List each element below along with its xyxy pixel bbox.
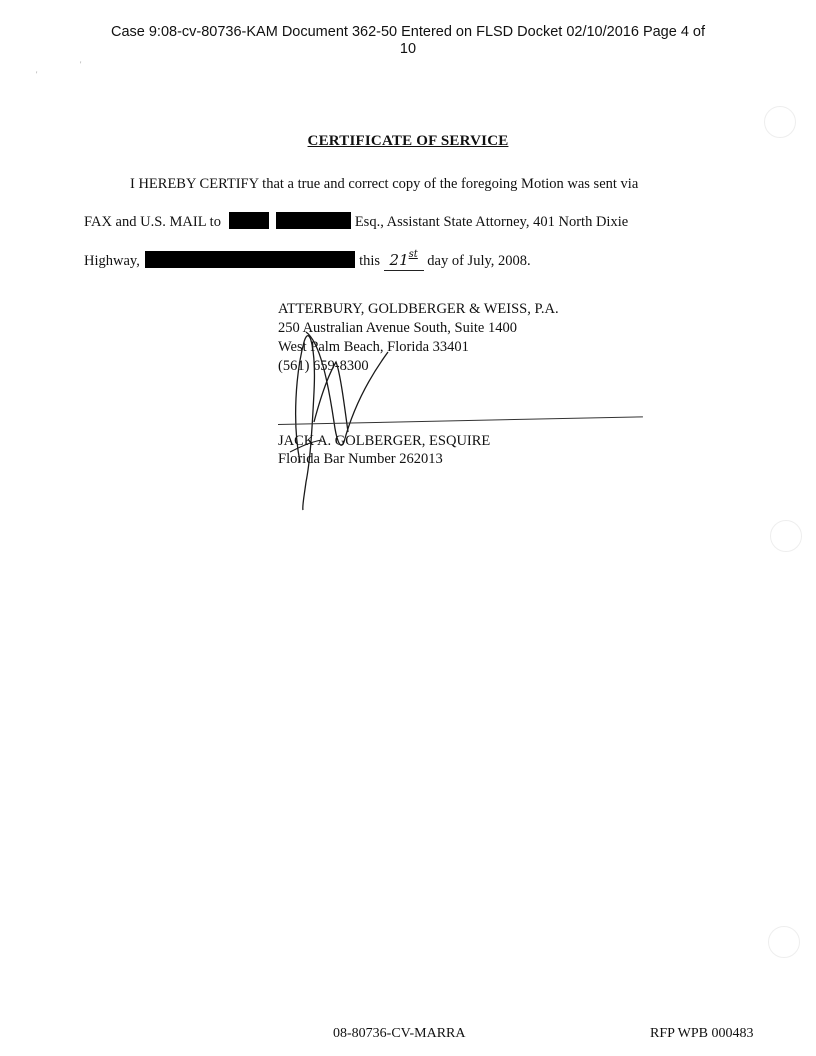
firm-name: ATTERBURY, GOLDBERGER & WEISS, P.A. bbox=[278, 301, 559, 317]
scan-artifact bbox=[768, 926, 800, 958]
certificate-title: CERTIFICATE OF SERVICE bbox=[307, 133, 509, 149]
handwritten-signature bbox=[270, 312, 400, 512]
scan-speck: ' bbox=[80, 60, 82, 69]
certify-line-3-end: day of July, 2008. bbox=[427, 253, 531, 269]
scan-speck: ' bbox=[36, 70, 38, 79]
certify-line-2-end: Esq., Assistant State Attorney, 401 North Dixie bbox=[354, 214, 629, 230]
certify-line-1: I HEREBY CERTIFY that a true and correct copy of the foregoing Motion was sent via bbox=[130, 176, 639, 192]
certify-line-2-start: FAX and U.S. MAIL to bbox=[84, 214, 221, 230]
redaction-box bbox=[276, 212, 351, 229]
certify-line-3-this: this bbox=[359, 253, 381, 269]
certify-line-2 bbox=[84, 212, 628, 231]
docket-header-line1: Case 9:08-cv-80736-KAM Document 362-50 Entered on FLSD Docket 02/10/2016 Page 4 of bbox=[110, 24, 706, 40]
redaction-box bbox=[229, 212, 269, 229]
footer-case-reference: 08-80736-CV-MARRA bbox=[333, 1026, 466, 1041]
firm-address-2: West Palm Beach, Florida 33401 bbox=[278, 339, 469, 355]
firm-address-1: 250 Australian Avenue South, Suite 1400 bbox=[278, 320, 517, 336]
docket-header-line2: 10 bbox=[399, 41, 417, 57]
signatory-block bbox=[278, 432, 490, 468]
signatory-name: JACK A. GOLBERGER, ESQUIRE bbox=[278, 433, 491, 449]
scan-artifact bbox=[770, 520, 802, 552]
handwritten-day-field bbox=[384, 249, 424, 271]
certify-line-3 bbox=[84, 249, 531, 271]
redaction-box bbox=[145, 251, 355, 268]
handwritten-day-suffix: st bbox=[408, 249, 418, 260]
certify-line-3-start: Highway, bbox=[84, 253, 140, 269]
signatory-bar-number: Florida Bar Number 262013 bbox=[278, 451, 443, 467]
handwritten-day: 21 bbox=[389, 251, 409, 269]
firm-phone: (561) 659-8300 bbox=[278, 358, 369, 374]
docket-header bbox=[40, 24, 776, 58]
footer-bates-number: RFP WPB 000483 bbox=[650, 1026, 754, 1041]
